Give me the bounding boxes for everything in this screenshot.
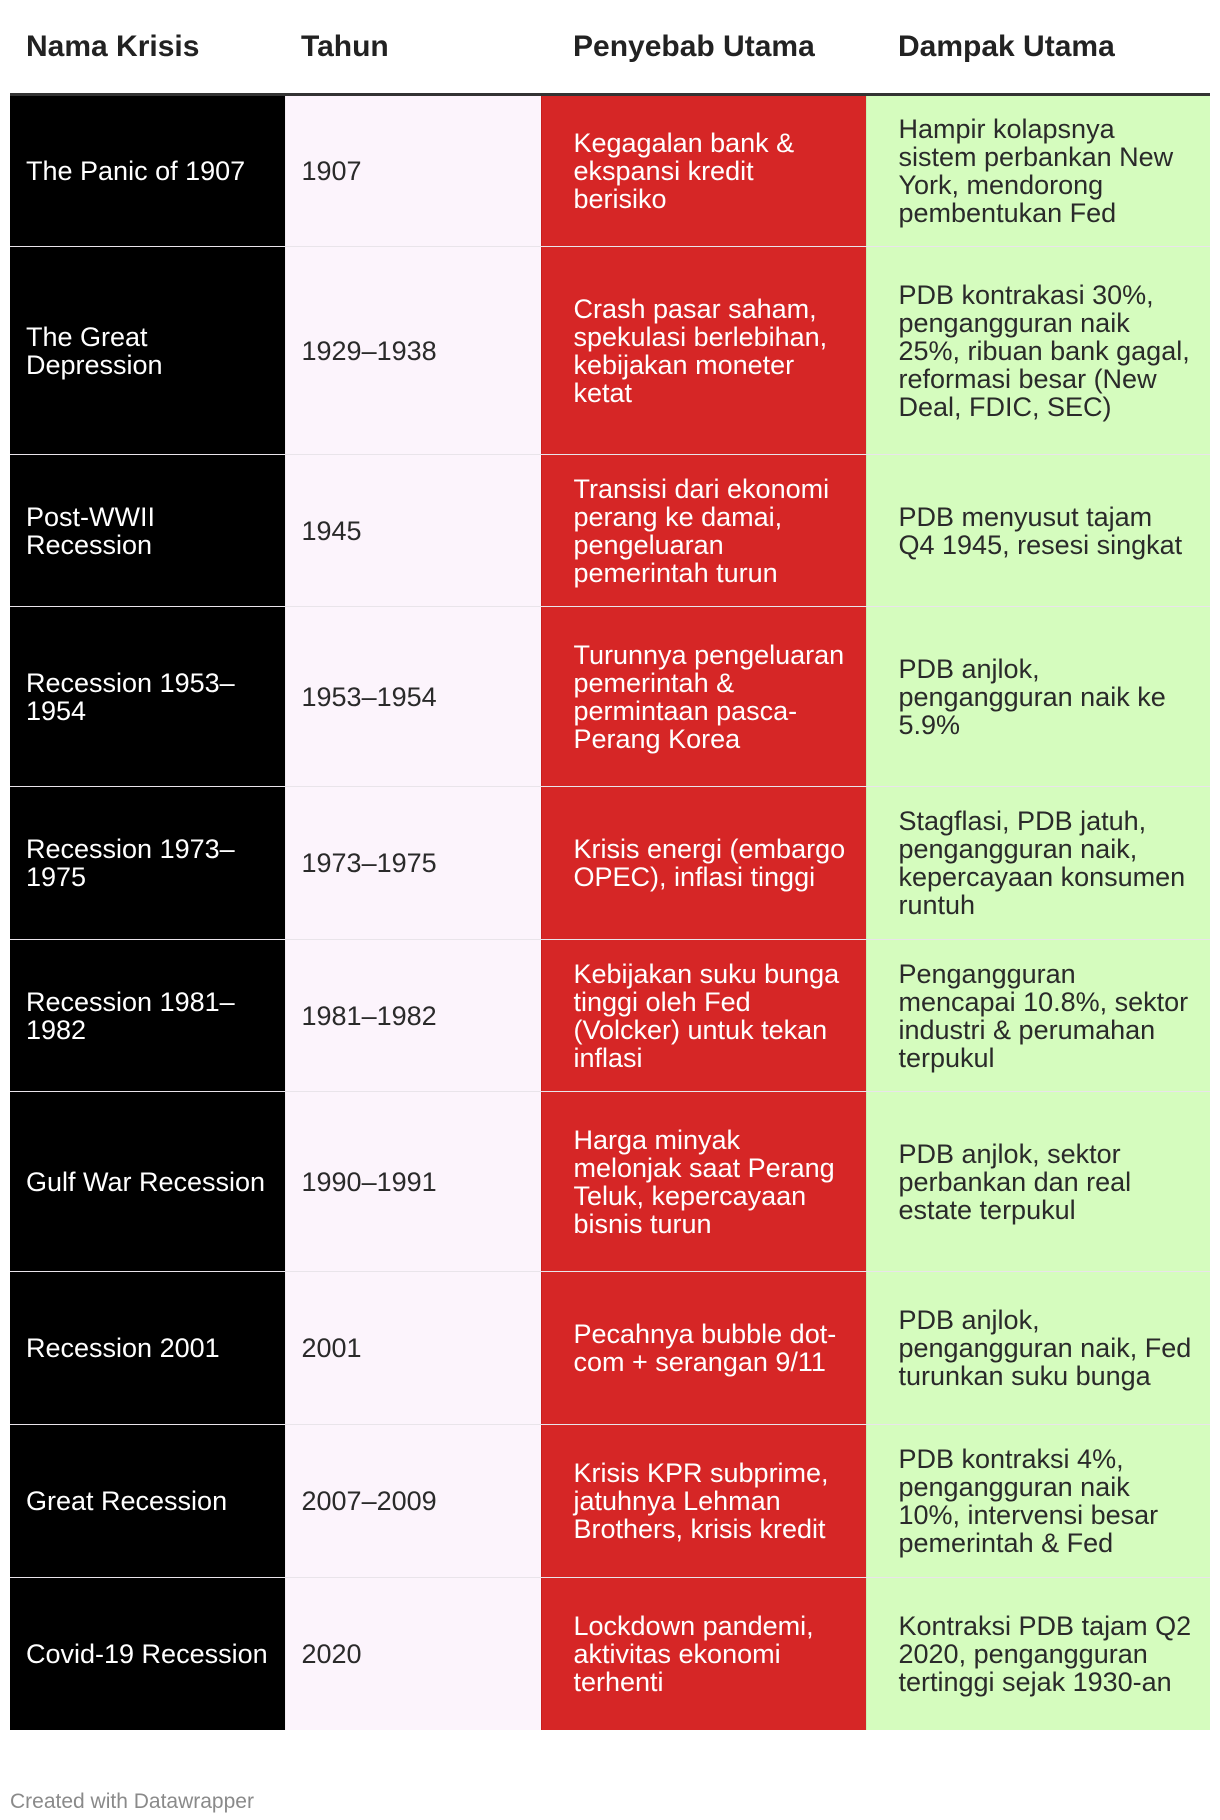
crisis-cause-cell: Kebijakan suku bunga tinggi oleh Fed (Volcker) untuk tekan inflasi bbox=[541, 940, 866, 1092]
crisis-cause-cell: Crash pasar saham, spekulasi berlebihan, kebijakan moneter ketat bbox=[541, 247, 866, 455]
table-row bbox=[10, 1578, 1210, 1730]
crisis-cause-cell: Pecahnya bubble dot-com + serangan 9/11 bbox=[541, 1272, 866, 1425]
crisis-name-cell: Recession 2001 bbox=[10, 1272, 285, 1425]
crisis-cause-cell: Krisis energi (embargo OPEC), inflasi tinggi bbox=[541, 787, 866, 940]
crisis-impact-cell: PDB anjlok, pengangguran naik ke 5.9% bbox=[866, 607, 1210, 787]
crisis-name-cell: Recession 1973–1975 bbox=[10, 787, 285, 940]
header-row bbox=[10, 0, 1210, 95]
crisis-cause-cell: Krisis KPR subprime, jatuhnya Lehman Brothers, krisis kredit bbox=[541, 1425, 866, 1578]
crisis-year-cell: 1973–1975 bbox=[285, 787, 541, 940]
crisis-impact-cell: PDB anjlok, sektor perbankan dan real estate terpukul bbox=[866, 1092, 1210, 1272]
table-row bbox=[10, 247, 1210, 455]
table-row bbox=[10, 1272, 1210, 1425]
crisis-year-cell: 1981–1982 bbox=[285, 940, 541, 1092]
crisis-name-cell: Post-WWII Recession bbox=[10, 455, 285, 607]
crisis-impact-cell: Pengangguran mencapai 10.8%, sektor industri & perumahan terpukul bbox=[866, 940, 1210, 1092]
table-row bbox=[10, 1425, 1210, 1578]
crisis-year-cell: 1990–1991 bbox=[285, 1092, 541, 1272]
crisis-table-container bbox=[10, 0, 1210, 1730]
crisis-name-cell: Covid-19 Recession bbox=[10, 1578, 285, 1730]
crisis-cause-cell: Kegagalan bank & ekspansi kredit berisiko bbox=[541, 95, 866, 247]
column-header-year[interactable]: Tahun bbox=[285, 0, 541, 95]
crisis-year-cell: 1929–1938 bbox=[285, 247, 541, 455]
crisis-name-cell: Recession 1981–1982 bbox=[10, 940, 285, 1092]
crisis-cause-cell: Harga minyak melonjak saat Perang Teluk, kepercayaan bisnis turun bbox=[541, 1092, 866, 1272]
table-row bbox=[10, 95, 1210, 247]
table-body bbox=[10, 95, 1210, 1730]
table-row bbox=[10, 455, 1210, 607]
crisis-year-cell: 1953–1954 bbox=[285, 607, 541, 787]
datawrapper-credit[interactable]: Created with Datawrapper bbox=[10, 1790, 254, 1813]
crisis-year-cell: 1945 bbox=[285, 455, 541, 607]
crisis-cause-cell: Transisi dari ekonomi perang ke damai, pengeluaran pemerintah turun bbox=[541, 455, 866, 607]
crisis-name-cell: Great Recession bbox=[10, 1425, 285, 1578]
crisis-name-cell: Recession 1953–1954 bbox=[10, 607, 285, 787]
crisis-impact-cell: Kontraksi PDB tajam Q2 2020, pengangguran tertinggi sejak 1930-an bbox=[866, 1578, 1210, 1730]
crisis-impact-cell: PDB kontraksi 4%, pengangguran naik 10%, intervensi besar pemerintah & Fed bbox=[866, 1425, 1210, 1578]
crisis-impact-cell: PDB anjlok, pengangguran naik, Fed turunkan suku bunga bbox=[866, 1272, 1210, 1425]
crisis-year-cell: 2007–2009 bbox=[285, 1425, 541, 1578]
crisis-impact-cell: Hampir kolapsnya sistem perbankan New York, mendorong pembentukan Fed bbox=[866, 95, 1210, 247]
crisis-name-cell: Gulf War Recession bbox=[10, 1092, 285, 1272]
column-header-impact[interactable]: Dampak Utama bbox=[866, 0, 1210, 95]
column-header-cause[interactable]: Penyebab Utama bbox=[541, 0, 866, 95]
crisis-table bbox=[10, 0, 1210, 1730]
table-row bbox=[10, 940, 1210, 1092]
crisis-cause-cell: Lockdown pandemi, aktivitas ekonomi terhenti bbox=[541, 1578, 866, 1730]
crisis-impact-cell: Stagflasi, PDB jatuh, pengangguran naik, kepercayaan konsumen runtuh bbox=[866, 787, 1210, 940]
table-row bbox=[10, 787, 1210, 940]
table-header bbox=[10, 0, 1210, 95]
table-row bbox=[10, 1092, 1210, 1272]
crisis-year-cell: 1907 bbox=[285, 95, 541, 247]
crisis-name-cell: The Great Depression bbox=[10, 247, 285, 455]
crisis-year-cell: 2020 bbox=[285, 1578, 541, 1730]
crisis-cause-cell: Turunnya pengeluaran pemerintah & permintaan pasca-Perang Korea bbox=[541, 607, 866, 787]
column-header-name[interactable]: Nama Krisis bbox=[10, 0, 285, 95]
crisis-year-cell: 2001 bbox=[285, 1272, 541, 1425]
crisis-name-cell: The Panic of 1907 bbox=[10, 95, 285, 247]
table-row bbox=[10, 607, 1210, 787]
crisis-impact-cell: PDB kontrakasi 30%, pengangguran naik 25%, ribuan bank gagal, reformasi besar (New Deal, FDIC, SEC) bbox=[866, 247, 1210, 455]
crisis-impact-cell: PDB menyusut tajam Q4 1945, resesi singkat bbox=[866, 455, 1210, 607]
